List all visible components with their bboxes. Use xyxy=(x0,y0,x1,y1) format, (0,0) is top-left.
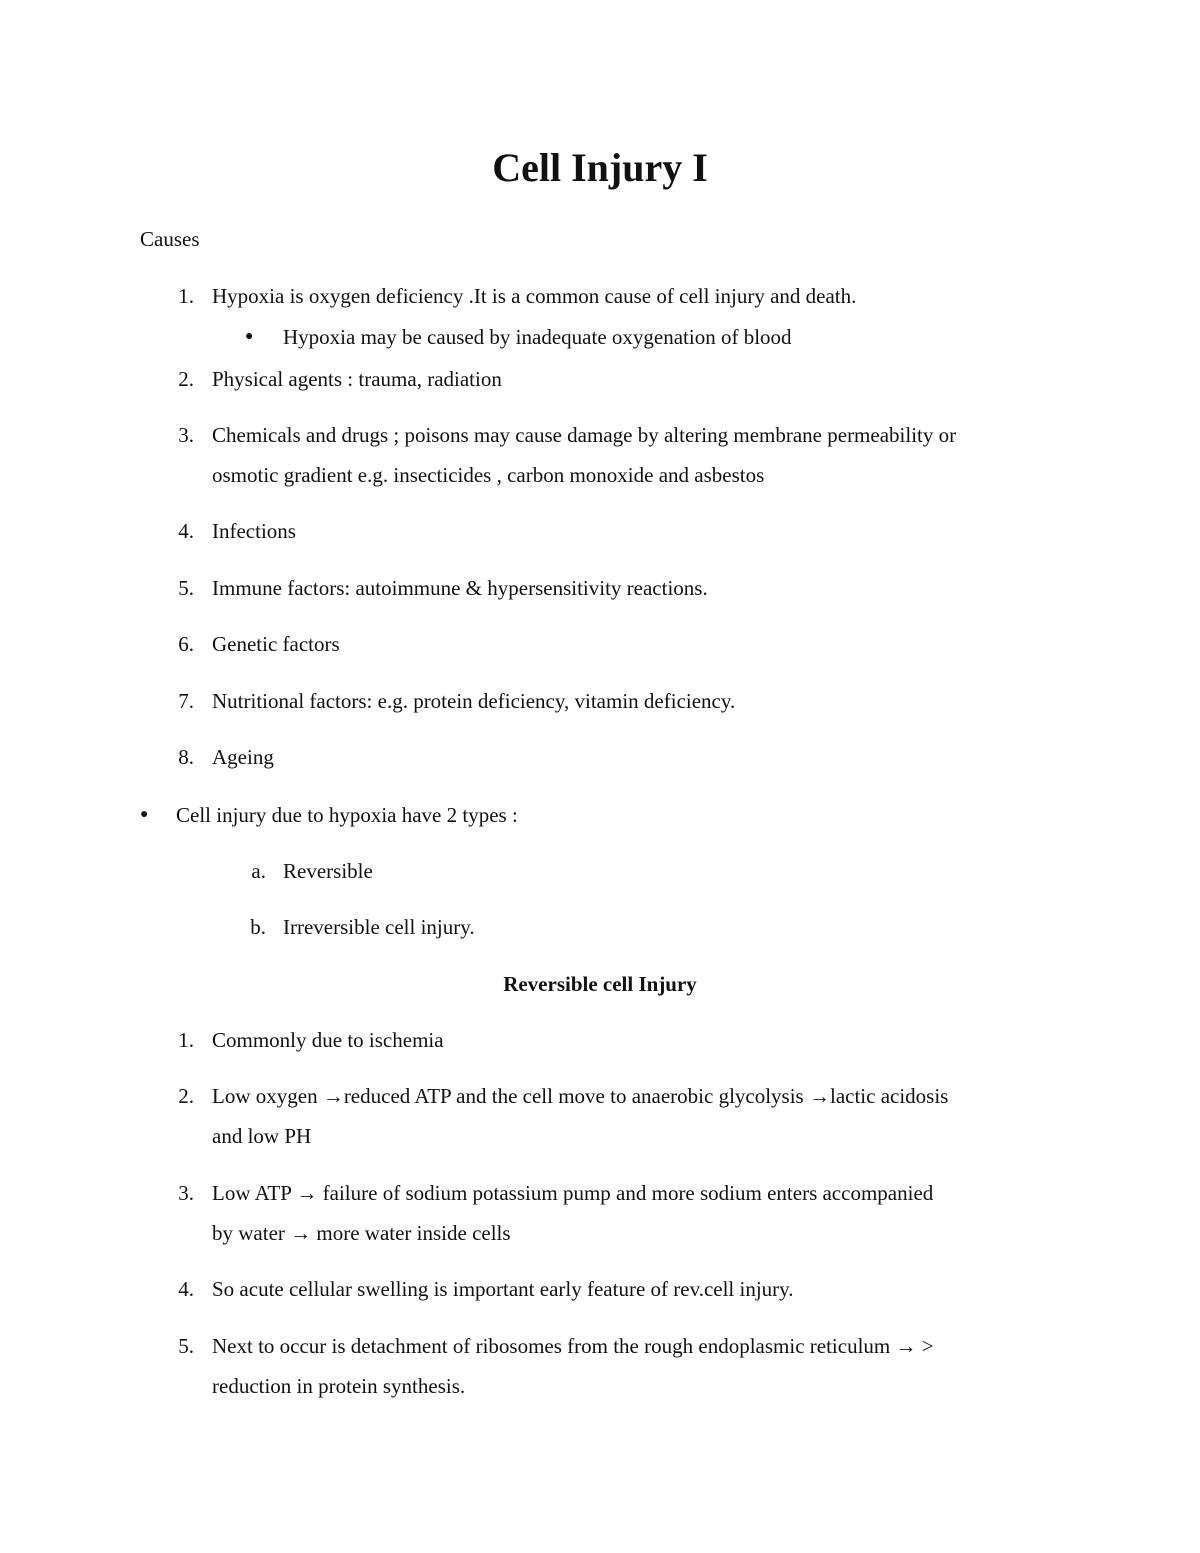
list-item-line: by water → more water inside cells xyxy=(212,1221,511,1245)
bullet-icon: ● xyxy=(140,807,149,822)
list-number: 4. xyxy=(178,1277,194,1301)
list-item-line: Chemicals and drugs ; poisons may cause damage by altering membrane permeability or xyxy=(212,423,957,447)
list-item-line: and low PH xyxy=(212,1124,312,1148)
list-number: 4. xyxy=(178,519,194,543)
list-item: Irreversible cell injury. xyxy=(283,915,475,939)
list-item-line: osmotic gradient e.g. insecticides , carbon monoxide and asbestos xyxy=(212,463,765,487)
list-number: 5. xyxy=(178,576,194,600)
list-item-line: Next to occur is detachment of ribosomes from the rough endoplasmic reticulum → > xyxy=(212,1334,934,1358)
list-number: 2. xyxy=(178,367,194,391)
sub-bullet-item: Hypoxia may be caused by inadequate oxygenation of blood xyxy=(283,325,792,349)
list-item-line: Low ATP → failure of sodium potassium pump and more sodium enters accompanied xyxy=(212,1181,934,1205)
bullet-icon: ● xyxy=(245,329,254,344)
list-item-line: reduction in protein synthesis. xyxy=(212,1374,466,1398)
list-item: Immune factors: autoimmune & hypersensitivity reactions. xyxy=(212,576,708,600)
list-number: 6. xyxy=(178,632,194,656)
list-item: Nutritional factors: e.g. protein deficiency, vitamin deficiency. xyxy=(212,689,736,713)
list-item: Infections xyxy=(212,519,296,543)
list-number: 2. xyxy=(178,1084,194,1108)
list-number: 5. xyxy=(178,1334,194,1358)
list-letter: b. xyxy=(250,915,266,939)
list-number: 1. xyxy=(178,284,194,308)
list-item: So acute cellular swelling is important early feature of rev.cell injury. xyxy=(212,1277,794,1301)
list-item: Ageing xyxy=(212,745,274,769)
list-number: 7. xyxy=(178,689,194,713)
list-number: 1. xyxy=(178,1028,194,1052)
causes-label: Causes xyxy=(140,227,200,251)
list-number: 8. xyxy=(178,745,194,769)
list-item-line: Low oxygen →reduced ATP and the cell move to anaerobic glycolysis →lactic acidosis xyxy=(212,1084,949,1108)
list-item: Commonly due to ischemia xyxy=(212,1028,444,1052)
section-heading: Reversible cell Injury xyxy=(503,972,697,996)
list-item: Physical agents : trauma, radiation xyxy=(212,367,502,391)
bullet-item: Cell injury due to hypoxia have 2 types : xyxy=(176,803,518,827)
list-number: 3. xyxy=(178,1181,194,1205)
page-title: Cell Injury I xyxy=(492,145,708,190)
list-item: Genetic factors xyxy=(212,632,340,656)
list-letter: a. xyxy=(251,859,266,883)
list-item: Reversible xyxy=(283,859,373,883)
list-number: 3. xyxy=(178,423,194,447)
list-item: Hypoxia is oxygen deficiency .It is a common cause of cell injury and death. xyxy=(212,284,857,308)
